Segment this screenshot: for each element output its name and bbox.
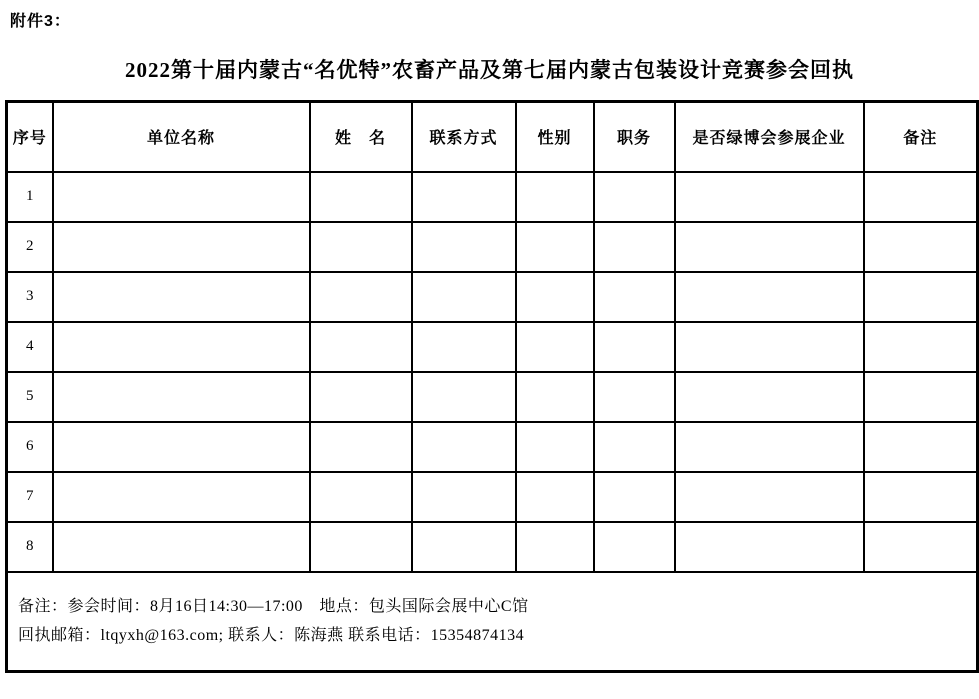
empty-cell [53,272,310,322]
empty-cell [864,522,978,572]
empty-cell [310,372,412,422]
row-number: 2 [7,222,53,272]
notes-line-1: 备注：参会时间：8月16日14:30—17:00 地点：包头国际会展中心C馆 [18,598,529,616]
col-header-remarks: 备注 [864,102,978,172]
table-row [7,422,978,472]
empty-cell [310,322,412,372]
empty-cell [594,422,675,472]
empty-cell [412,522,516,572]
empty-cell [310,522,412,572]
table-header-row [7,102,978,172]
empty-cell [516,172,594,222]
empty-cell [864,372,978,422]
empty-cell [53,422,310,472]
empty-cell [864,472,978,522]
empty-cell [675,472,864,522]
empty-cell [675,272,864,322]
notes-row [7,572,978,672]
empty-cell [310,172,412,222]
empty-cell [516,422,594,472]
empty-cell [594,222,675,272]
attachment-label: 附件3： [10,13,71,30]
empty-cell [53,322,310,372]
empty-cell [412,372,516,422]
table-row [7,272,978,322]
empty-cell [594,522,675,572]
col-header-green-expo-exhibitor: 是否绿博会参展企业 [675,102,864,172]
empty-cell [310,222,412,272]
empty-cell [53,372,310,422]
empty-cell [53,472,310,522]
table-row [7,372,978,422]
col-header-contact: 联系方式 [412,102,516,172]
col-header-position: 职务 [594,102,675,172]
empty-cell [516,372,594,422]
table-row [7,222,978,272]
reply-table [5,100,979,673]
notes-cell [7,572,978,672]
empty-cell [864,422,978,472]
empty-cell [675,172,864,222]
row-number: 8 [7,522,53,572]
row-number: 7 [7,472,53,522]
empty-cell [516,222,594,272]
empty-cell [594,272,675,322]
empty-cell [412,222,516,272]
empty-cell [864,272,978,322]
table-row [7,172,978,222]
empty-cell [675,222,864,272]
table-row [7,522,978,572]
empty-cell [310,272,412,322]
empty-cell [412,272,516,322]
empty-cell [53,172,310,222]
empty-cell [516,522,594,572]
table-row [7,472,978,522]
empty-cell [675,422,864,472]
empty-cell [675,322,864,372]
empty-cell [412,172,516,222]
empty-cell [864,172,978,222]
table-row [7,322,978,372]
empty-cell [594,472,675,522]
empty-cell [516,272,594,322]
col-header-unit-name: 单位名称 [53,102,310,172]
col-header-name: 姓 名 [310,102,412,172]
col-header-serial-number: 序号 [7,102,53,172]
empty-cell [675,372,864,422]
empty-cell [310,422,412,472]
empty-cell [53,522,310,572]
empty-cell [594,172,675,222]
row-number: 3 [7,272,53,322]
empty-cell [412,472,516,522]
row-number: 6 [7,422,53,472]
empty-cell [310,472,412,522]
empty-cell [864,322,978,372]
page-title: 2022第十届内蒙古“名优特”农畜产品及第七届内蒙古包装设计竞赛参会回执 [125,58,854,82]
empty-cell [864,222,978,272]
notes-line-2: 回执邮箱：ltqyxh@163.com; 联系人：陈海燕 联系电话：15354874134 [18,627,525,645]
empty-cell [516,322,594,372]
empty-cell [594,372,675,422]
empty-cell [516,472,594,522]
row-number: 1 [7,172,53,222]
empty-cell [412,322,516,372]
col-header-gender: 性别 [516,102,594,172]
empty-cell [412,422,516,472]
empty-cell [594,322,675,372]
row-number: 5 [7,372,53,422]
empty-cell [675,522,864,572]
empty-cell [53,222,310,272]
row-number: 4 [7,322,53,372]
